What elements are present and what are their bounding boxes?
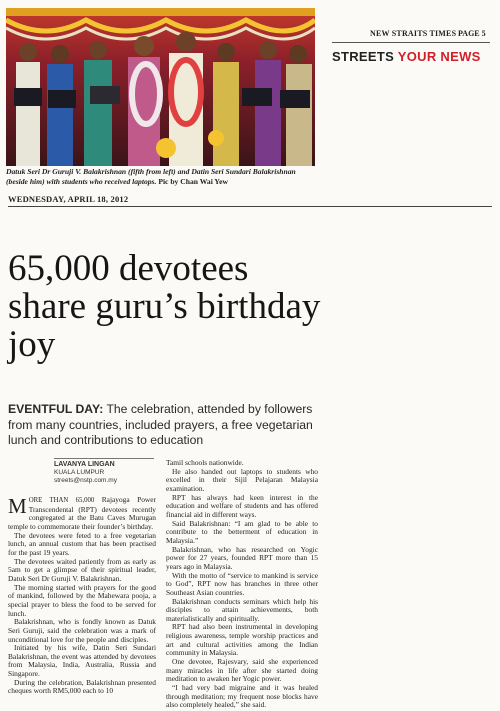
article-paragraph: One devotee, Rajesvary, said she experienced many miracles in life after she started doing meditation to awaken her Yogic power. [166, 657, 318, 684]
byline-email[interactable]: streets@nstp.com.my [54, 477, 117, 484]
deck-text: The celebration, attended by followers from many countries, included prayers, a free vegetarian lunch and contributions to education [8, 402, 313, 447]
news-photo [6, 8, 315, 166]
article-column-1 [8, 496, 156, 696]
issue-date: WEDNESDAY, APRIL 18, 2012 [8, 194, 129, 204]
article-paragraph: Balakrishnan, who has researched on Yogic power for 27 years, founded RPT more than 15 years ago in Malaysia. [166, 544, 318, 571]
masthead-rule [332, 42, 490, 43]
article-paragraph: Tamil schools nationwide. [166, 458, 244, 467]
paragraph-text: Rajayoga Power Transcendental (RPT) devotees recently congregated at the Batu Caves Murugan temple to commemorate their founder’s birthday. [8, 495, 156, 531]
photo-caption [6, 167, 318, 186]
article-paragraph: With the motto of “service to mankind is service to God”, RPT now has branches in three other Southeast Asian countries. [166, 570, 318, 597]
photo-illustration [6, 8, 315, 166]
newspaper-name: NEW STRAITS TIMES [370, 29, 457, 38]
article-paragraph: The devotees waited patiently from as early as 5am to get a glimpse of their spiritual leader, Datuk Seri Dr Guruji V. Balakrishnan. [8, 556, 156, 583]
article-paragraph: Initiated by his wife, Datin Seri Sundari Balakrishnan, the event was attended by devotees from Malaysia, India, Australia, Russia and Singapore. [8, 643, 156, 679]
article-paragraph: The morning started with prayers for the good of mankind, followed by the Mahewara pooja, a special prayer to bless the food to be served for lunch. [8, 582, 156, 618]
article-paragraph: Balakrishnan, who is fondly known as Datuk Seri Guruji, said the celebration was a mark of unconditional love for the people and disciples. [8, 617, 156, 644]
photo-credit: Pic by Chan Wai Yew [158, 176, 228, 186]
section-title-right: YOUR NEWS [397, 49, 481, 64]
article-paragraph: During the celebration, Balakrishnan presented cheques worth RM5,000 each to 10 [8, 677, 156, 696]
article-paragraph: He also handed out laptops to students who excelled in their Sijil Pelajaran Malaysia examination. [166, 466, 318, 493]
deck-kicker: EVENTFUL DAY: [8, 402, 104, 416]
article-paragraph: RPT had also been instrumental in developing religious awareness, temple worship practices and art and cultural activities among the Indian community in Malaysia. [166, 622, 318, 658]
article-paragraph [8, 496, 156, 532]
caption-text: Datuk Seri Dr Guruji V. Balakrishnan (fifth from left) and Datin Seri Sundari Balakrishnan (beside him) with students who received laptops. [6, 167, 296, 186]
section-title [332, 49, 481, 64]
drop-cap: M [8, 494, 27, 518]
article-paragraph: The devotees were feted to a free vegetarian lunch, an annual custom that has been practised for the past 19 years. [8, 530, 156, 557]
byline [54, 458, 154, 485]
section-title-left: STREETS [332, 49, 395, 64]
date-rule [8, 206, 492, 207]
standfirst [8, 402, 332, 449]
page-number: PAGE 5 [458, 29, 486, 38]
article-paragraph: Said Balakrishnan: “I am glad to be able to contribute to the betterment of education in Malaysia.” [166, 518, 318, 545]
byline-location: KUALA LUMPUR [54, 469, 105, 476]
lead-caps: ORE THAN 65,000 [28, 497, 95, 504]
byline-name: LAVANYA LINGAN [54, 458, 154, 469]
headline: 65,000 devotees share guru’s birthday joy [8, 248, 321, 365]
article-paragraph: Balakrishnan conducts seminars which help his disciples to attain achievements, both materialistically and spiritually. [166, 596, 318, 623]
article-paragraph: “I had very bad migraine and it was healed through meditation; my frequent nose blocks have also completely healed,” she said. [166, 683, 318, 710]
article-paragraph: RPT has always had keen interest in the education and welfare of students and has offered financial aid in different ways. [166, 492, 318, 519]
article-column-2 [166, 459, 318, 710]
